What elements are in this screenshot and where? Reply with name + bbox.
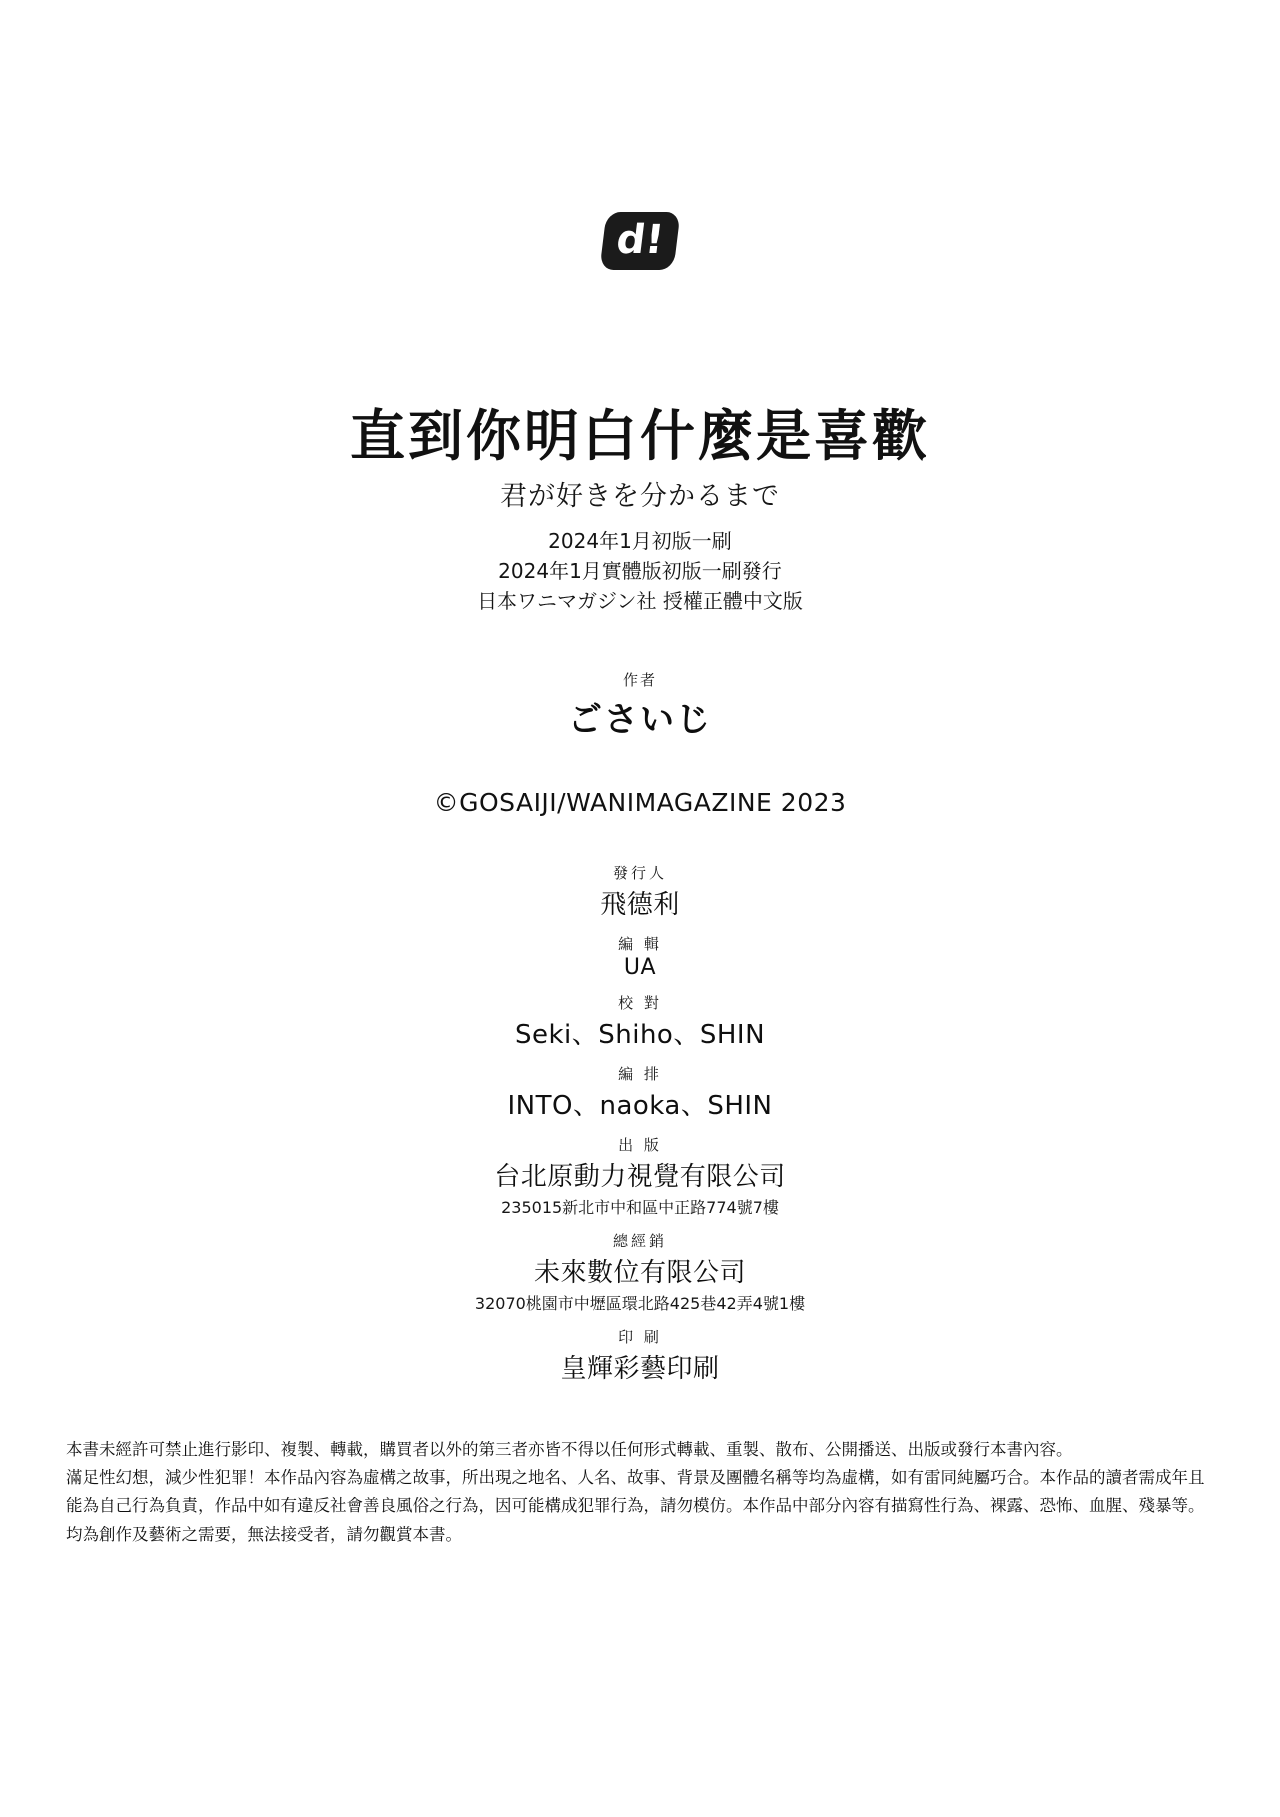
credit-role: 出 版 bbox=[618, 1135, 662, 1154]
credit-role: 編 排 bbox=[618, 1064, 662, 1083]
credit-role: 總經銷 bbox=[612, 1231, 667, 1250]
publisher-logo bbox=[603, 212, 677, 270]
credit-entry bbox=[0, 933, 1280, 980]
credit-role: 印 刷 bbox=[618, 1327, 662, 1346]
credit-entry bbox=[0, 1134, 1280, 1218]
page-title-ja: 君が好きを分かるまで bbox=[500, 480, 780, 512]
credit-entry bbox=[0, 1230, 1280, 1314]
publication-line: 2024年1月實體版初版一刷發行 bbox=[498, 558, 782, 583]
page-title-zh: 直到你明白什麼是喜歡 bbox=[349, 404, 930, 468]
publication-line: 2024年1月初版一刷 bbox=[548, 528, 732, 553]
credit-address: 235015新北市中和區中正路774號7樓 bbox=[501, 1197, 779, 1217]
copyright-notice: ©GOSAIJI/WANIMAGAZINE 2023 bbox=[433, 787, 847, 817]
credit-value: INTO、naoka、SHIN bbox=[507, 1090, 773, 1121]
d-logo-glyph: d! bbox=[613, 217, 667, 263]
credit-entry bbox=[0, 1326, 1280, 1385]
credit-role: 發行人 bbox=[612, 863, 667, 882]
credit-value: UA bbox=[623, 954, 657, 980]
credit-value: 台北原動力視覺有限公司 bbox=[494, 1161, 786, 1192]
credit-entry bbox=[0, 992, 1280, 1051]
credit-value: 未來數位有限公司 bbox=[533, 1257, 746, 1288]
publication-info bbox=[477, 526, 803, 617]
credit-role: 編 輯 bbox=[618, 934, 662, 953]
publication-line: 日本ワニマガジン社 授權正體中文版 bbox=[477, 589, 803, 614]
legal-paragraph: 本書未經許可禁止進行影印、複製、轉載，購買者以外的第三者亦皆不得以任何形式轉載、重製、散布、公開播送、出版或發行本書內容。 bbox=[66, 1439, 1073, 1459]
author-role-label: 作者 bbox=[622, 670, 657, 689]
credit-value: 飛德利 bbox=[600, 889, 680, 920]
credit-address: 32070桃園市中壢區環北路425巷42弄4號1樓 bbox=[474, 1293, 806, 1313]
credit-value: 皇輝彩藝印刷 bbox=[560, 1353, 720, 1384]
credit-role: 校 對 bbox=[618, 993, 662, 1012]
credits-list bbox=[0, 862, 1280, 1385]
legal-paragraph: 滿足性幻想，減少性犯罪！本作品內容為虛構之故事，所出現之地名、人名、故事、背景及團體名稱等均為虛構，如有雷同純屬巧合。本作品的讀者需成年且能為自己行為負責，作品中如有違反社會善良風俗之行為，因可能構成犯罪行為，請勿模仿。本作品中部分內容有描寫性行為、裸露、恐怖、血腥、殘暴等。均為創作及藝術之需要，無法接受者，請勿觀賞本書。 bbox=[66, 1467, 1205, 1544]
credit-entry bbox=[0, 1063, 1280, 1122]
credit-value: Seki、Shiho、SHIN bbox=[514, 1019, 766, 1050]
credit-entry bbox=[0, 862, 1280, 921]
author-name: ごさいじ bbox=[568, 699, 712, 740]
author-block bbox=[568, 669, 712, 741]
legal-notice bbox=[66, 1436, 1214, 1550]
title-block bbox=[0, 406, 1280, 513]
